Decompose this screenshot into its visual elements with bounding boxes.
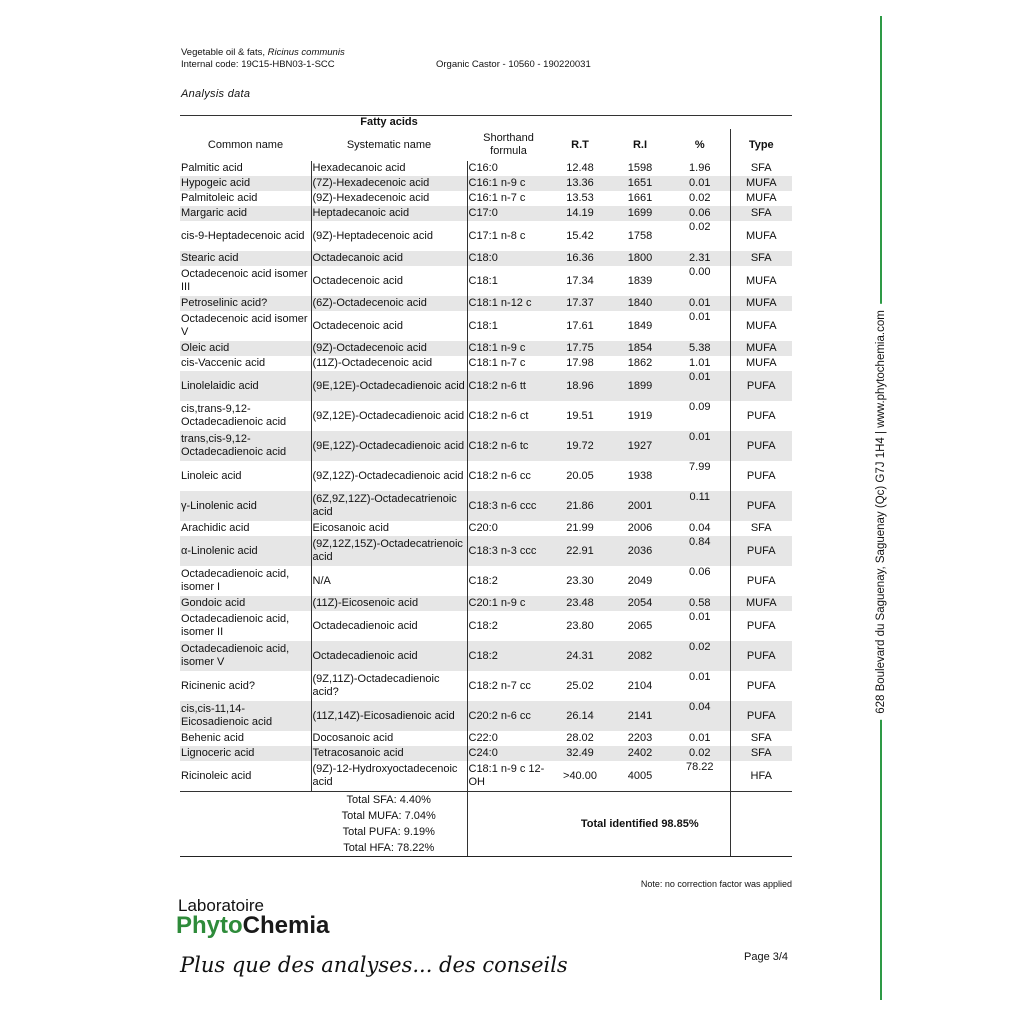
cell-systematic-name: (9Z,11Z)-Octadecadienoic acid? <box>311 671 467 701</box>
cell-pct: 7.99 <box>689 461 711 473</box>
cell-type: PUFA <box>730 611 792 641</box>
cell-shorthand: C18:2 n-6 ct <box>467 401 550 431</box>
cell-type: PUFA <box>730 536 792 566</box>
header-product-code: Organic Castor - 10560 - 190220031 <box>436 59 591 70</box>
cell-ri: 1854 <box>610 341 670 356</box>
cell-ri: 2001 <box>610 491 670 521</box>
cell-shorthand: C22:0 <box>467 731 550 746</box>
cell-rt: 21.99 <box>566 522 594 534</box>
table-row <box>180 341 792 356</box>
cell-common-name: Behenic acid <box>181 732 244 744</box>
cell-rt: 13.36 <box>550 176 610 191</box>
cell-ri: 1899 <box>610 371 670 401</box>
cell-systematic-name: (7Z)-Hexadecenoic acid <box>311 176 467 191</box>
cell-common-name: Gondoic acid <box>180 596 311 611</box>
table-row <box>180 731 792 746</box>
cell-pct: 0.01 <box>689 732 711 744</box>
cell-pct: 0.01 <box>670 431 730 461</box>
total-identified: Total identified 98.85% <box>550 792 730 857</box>
cell-common-name: Octadecadienoic acid, isomer I <box>181 568 290 593</box>
cell-common-name: Arachidic acid <box>181 522 250 534</box>
cell-shorthand: C16:1 n-9 c <box>467 176 550 191</box>
table-row <box>180 746 792 761</box>
table-row <box>180 161 792 176</box>
total-hfa: Total HFA: 78.22% <box>343 842 435 854</box>
cell-common-name: cis,trans-9,12-Octadecadienoic acid <box>181 403 287 428</box>
cell-type: PUFA <box>730 701 792 731</box>
cell-shorthand: C16:0 <box>467 161 550 176</box>
table-row <box>180 356 792 371</box>
cell-common-name: cis,cis-11,14-Eicosadienoic acid <box>180 701 311 731</box>
cell-rt: 18.96 <box>550 371 610 401</box>
cell-ri: 1862 <box>627 357 653 369</box>
cell-pct: 5.38 <box>670 341 730 356</box>
table-row <box>180 401 792 431</box>
cell-ri: 2054 <box>610 596 670 611</box>
cell-systematic-name: Octadecenoic acid <box>311 266 467 296</box>
cell-pct: 0.02 <box>670 746 730 761</box>
table-row <box>180 266 792 296</box>
cell-type: MUFA <box>730 356 792 371</box>
cell-rt: 22.91 <box>550 536 610 566</box>
cell-rt: 19.51 <box>566 409 594 422</box>
cell-pct: 1.96 <box>689 162 711 174</box>
table-row <box>180 596 792 611</box>
total-mufa: Total MUFA: 7.04% <box>341 810 436 822</box>
table-row <box>180 566 792 596</box>
cell-common-name: Palmitoleic acid <box>181 192 258 204</box>
cell-common-name: Octadecadienoic acid, isomer V <box>180 641 311 671</box>
cell-shorthand: C18:2 <box>467 641 550 671</box>
cell-shorthand: C20:1 n-9 c <box>467 596 550 611</box>
cell-rt: >40.00 <box>563 769 597 782</box>
cell-shorthand: C18:2 <box>467 566 550 596</box>
cell-pct: 0.01 <box>689 611 711 623</box>
cell-common-name: Lignoceric acid <box>180 746 311 761</box>
cell-rt: 17.98 <box>566 357 594 369</box>
cell-shorthand: C18:1 n-7 c <box>467 356 550 371</box>
table-row <box>180 251 792 266</box>
cell-systematic-name: Hexadecanoic acid <box>311 161 467 176</box>
table-row <box>180 191 792 206</box>
cell-systematic-name: Octadecenoic acid <box>311 311 467 341</box>
table-row <box>180 611 792 641</box>
table-row <box>180 536 792 566</box>
cell-pct: 0.01 <box>670 296 730 311</box>
cell-systematic-name: (11Z)-Octadecenoic acid <box>311 356 467 371</box>
cell-shorthand: C18:2 n-6 cc <box>467 461 550 491</box>
cell-rt: 24.31 <box>550 641 610 671</box>
cell-systematic-name: Docosanoic acid <box>311 731 467 746</box>
cell-rt: 16.36 <box>550 251 610 266</box>
cell-common-name: Octadecadienoic acid, isomer II <box>181 613 290 638</box>
cell-ri: 2203 <box>627 732 653 744</box>
cell-rt: 12.48 <box>566 162 594 174</box>
cell-type: PUFA <box>730 491 792 521</box>
cell-ri: 1927 <box>610 431 670 461</box>
cell-pct: 0.04 <box>689 522 711 534</box>
cell-shorthand: C17:1 n-8 c <box>467 221 550 251</box>
cell-rt: 23.80 <box>566 619 594 632</box>
cell-rt: 17.75 <box>550 341 610 356</box>
cell-pct: 0.01 <box>689 671 711 683</box>
col-pct: % <box>694 138 705 151</box>
cell-ri: 4005 <box>627 769 653 782</box>
cell-ri: 2082 <box>610 641 670 671</box>
cell-type: SFA <box>730 251 792 266</box>
cell-shorthand: C18:1 n-9 c 12-OH <box>467 761 550 792</box>
cell-systematic-name: (9Z,12Z)-Octadecadienoic acid <box>311 461 467 491</box>
cell-shorthand: C20:0 <box>467 521 550 536</box>
table-row <box>180 641 792 671</box>
cell-pct: 0.02 <box>689 192 711 204</box>
cell-type: MUFA <box>730 221 792 251</box>
cell-rt: 20.05 <box>566 469 594 482</box>
cell-shorthand: C18:2 n-7 cc <box>467 671 550 701</box>
cell-rt: 32.49 <box>550 746 610 761</box>
cell-ri: 1919 <box>627 409 653 422</box>
logo-phytochemia: PhytoChemia <box>176 912 330 939</box>
cell-common-name: cis-9-Heptadecenoic acid <box>181 229 305 242</box>
cell-common-name: Oleic acid <box>180 341 311 356</box>
cell-pct: 0.58 <box>670 596 730 611</box>
cell-shorthand: C20:2 n-6 cc <box>467 701 550 731</box>
cell-common-name: Margaric acid <box>180 206 311 221</box>
col-shorthand: Shorthand formula <box>483 132 534 157</box>
cell-ri: 1849 <box>627 319 653 332</box>
cell-pct: 0.11 <box>670 491 730 521</box>
cell-type: MUFA <box>730 191 792 206</box>
cell-ri: 2065 <box>627 619 653 632</box>
table-row <box>180 671 792 701</box>
cell-rt: 23.48 <box>550 596 610 611</box>
table-row <box>180 701 792 731</box>
cell-ri: 2141 <box>610 701 670 731</box>
table-row <box>180 461 792 491</box>
cell-systematic-name: Heptadecanoic acid <box>311 206 467 221</box>
table-row <box>180 491 792 521</box>
table-row <box>180 521 792 536</box>
table-row <box>180 221 792 251</box>
cell-systematic-name: Octadecanoic acid <box>311 251 467 266</box>
cell-ri: 1598 <box>627 162 653 174</box>
cell-rt: 14.19 <box>550 206 610 221</box>
cell-common-name: trans,cis-9,12-Octadecadienoic acid <box>180 431 311 461</box>
cell-pct: 0.84 <box>670 536 730 566</box>
group-header: Fatty acids <box>311 116 467 130</box>
cell-shorthand: C24:0 <box>467 746 550 761</box>
cell-systematic-name: Eicosanoic acid <box>311 521 467 536</box>
cell-pct: 0.01 <box>670 176 730 191</box>
cell-type: PUFA <box>730 641 792 671</box>
cell-systematic-name: (9Z,12Z,15Z)-Octadecatrienoic acid <box>311 536 467 566</box>
cell-ri: 1758 <box>627 229 653 242</box>
cell-ri: 1800 <box>610 251 670 266</box>
cell-pct: 0.02 <box>689 221 711 233</box>
cell-type: SFA <box>730 206 792 221</box>
cell-type: PUFA <box>730 461 792 491</box>
cell-rt: 17.61 <box>566 319 594 332</box>
cell-type: MUFA <box>730 341 792 356</box>
cell-systematic-name: (6Z)-Octadecenoic acid <box>311 296 467 311</box>
cell-type: MUFA <box>730 311 792 341</box>
table-row <box>180 431 792 461</box>
cell-pct: 2.31 <box>670 251 730 266</box>
cell-common-name: Stearic acid <box>180 251 311 266</box>
cell-systematic-name: (9Z)-12-Hydroxyoctadecenoic acid <box>311 761 467 792</box>
cell-common-name: Ricinenic acid? <box>181 679 255 692</box>
cell-ri: 1661 <box>627 192 653 204</box>
cell-systematic-name: (9Z)-Octadecenoic acid <box>311 341 467 356</box>
cell-ri: 1651 <box>610 176 670 191</box>
page-number: Page 3/4 <box>744 951 789 963</box>
col-common-name: Common name <box>207 138 284 151</box>
table-row <box>180 176 792 191</box>
cell-rt: 28.02 <box>566 732 594 744</box>
address-contact: 628 Boulevard du Saguenay, Saguenay (Qc) G7J 1H4 | www.phytochemia.com <box>875 304 887 720</box>
cell-shorthand: C18:2 <box>467 611 550 641</box>
cell-rt: 23.30 <box>566 574 594 587</box>
cell-type: SFA <box>730 731 792 746</box>
cell-systematic-name: (9E,12E)-Octadecadienoic acid <box>311 371 467 401</box>
cell-pct: 0.06 <box>670 206 730 221</box>
cell-pct: 78.22 <box>685 761 714 773</box>
cell-type: PUFA <box>730 566 792 596</box>
cell-rt: 21.86 <box>550 491 610 521</box>
col-type: Type <box>730 129 792 161</box>
table-row <box>180 761 792 792</box>
logo-laboratoire: Laboratoire <box>178 896 265 915</box>
cell-shorthand: C18:1 <box>467 266 550 296</box>
cell-ri: 2006 <box>627 522 653 534</box>
cell-rt: 15.42 <box>566 229 594 242</box>
cell-systematic-name: Octadecadienoic acid <box>311 611 467 641</box>
cell-common-name: α-Linolenic acid <box>180 536 311 566</box>
header-internal-code: Internal code: 19C15-HBN03-1-SCC <box>181 59 335 70</box>
tagline: Plus que des analyses... des conseils <box>180 953 568 977</box>
cell-common-name: γ-Linolenic acid <box>180 491 311 521</box>
cell-common-name: Linolelaidic acid <box>180 371 311 401</box>
fatty-acids-table <box>180 115 792 857</box>
cell-type: SFA <box>730 746 792 761</box>
cell-systematic-name: (9E,12Z)-Octadecadienoic acid <box>311 431 467 461</box>
header-product-line: Vegetable oil & fats, Ricinus communis <box>181 47 345 58</box>
cell-ri: 1699 <box>610 206 670 221</box>
side-text-container <box>869 0 893 1024</box>
cell-pct: 0.00 <box>689 266 711 278</box>
table-row <box>180 371 792 401</box>
cell-common-name: Palmitic acid <box>181 162 243 174</box>
cell-type: PUFA <box>730 401 792 431</box>
cell-type: PUFA <box>730 371 792 401</box>
cell-pct: 1.01 <box>689 357 711 369</box>
cell-pct: 0.09 <box>689 401 711 413</box>
table-row <box>180 206 792 221</box>
cell-type: PUFA <box>730 431 792 461</box>
cell-shorthand: C18:0 <box>467 251 550 266</box>
cell-type: SFA <box>730 161 792 176</box>
table-row <box>180 311 792 341</box>
cell-type: SFA <box>730 521 792 536</box>
cell-type: MUFA <box>730 596 792 611</box>
cell-systematic-name: (11Z,14Z)-Eicosadienoic acid <box>311 701 467 731</box>
cell-shorthand: C18:1 n-9 c <box>467 341 550 356</box>
cell-ri: 1840 <box>610 296 670 311</box>
cell-shorthand: C18:3 n-6 ccc <box>467 491 550 521</box>
cell-systematic-name: (11Z)-Eicosenoic acid <box>311 596 467 611</box>
cell-ri: 1839 <box>627 274 653 287</box>
cell-ri: 2049 <box>627 574 653 587</box>
col-ri: R.I <box>632 138 648 151</box>
total-sfa: Total SFA: 4.40% <box>346 794 431 806</box>
cell-rt: 17.37 <box>550 296 610 311</box>
cell-common-name: Ricinoleic acid <box>181 769 252 782</box>
cell-systematic-name: (9Z)-Heptadecenoic acid <box>311 221 467 251</box>
cell-shorthand: C16:1 n-7 c <box>467 191 550 206</box>
cell-common-name: cis-Vaccenic acid <box>181 357 266 369</box>
cell-systematic-name: Tetracosanoic acid <box>311 746 467 761</box>
cell-type: HFA <box>730 761 792 792</box>
cell-pct: 0.01 <box>689 311 711 323</box>
cell-ri: 2402 <box>610 746 670 761</box>
cell-shorthand: C17:0 <box>467 206 550 221</box>
cell-common-name: Hypogeic acid <box>180 176 311 191</box>
cell-rt: 17.34 <box>566 274 594 287</box>
cell-pct: 0.04 <box>670 701 730 731</box>
cell-type: MUFA <box>730 266 792 296</box>
correction-note: Note: no correction factor was applied <box>640 879 792 889</box>
cell-systematic-name: (6Z,9Z,12Z)-Octadecatrienoic acid <box>311 491 467 521</box>
cell-common-name: Petroselinic acid? <box>180 296 311 311</box>
cell-type: MUFA <box>730 296 792 311</box>
cell-common-name: Octadecenoic acid isomer V <box>181 313 308 338</box>
cell-shorthand: C18:1 n-12 c <box>467 296 550 311</box>
cell-common-name: Octadecenoic acid isomer III <box>181 268 308 293</box>
table-row <box>180 296 792 311</box>
cell-systematic-name: N/A <box>311 566 467 596</box>
cell-pct: 0.01 <box>670 371 730 401</box>
totals-list <box>311 792 467 857</box>
cell-pct: 0.02 <box>670 641 730 671</box>
cell-rt: 19.72 <box>550 431 610 461</box>
cell-rt: 13.53 <box>566 192 594 204</box>
cell-shorthand: C18:3 n-3 ccc <box>467 536 550 566</box>
cell-shorthand: C18:2 n-6 tc <box>467 431 550 461</box>
section-title: Analysis data <box>181 88 251 100</box>
cell-systematic-name: (9Z,12E)-Octadecadienoic acid <box>311 401 467 431</box>
cell-systematic-name: (9Z)-Hexadecenoic acid <box>311 191 467 206</box>
cell-type: PUFA <box>730 671 792 701</box>
cell-common-name: Linoleic acid <box>181 469 242 482</box>
col-systematic-name: Systematic name <box>346 138 432 151</box>
cell-pct: 0.06 <box>689 566 711 578</box>
cell-rt: 26.14 <box>550 701 610 731</box>
total-pufa: Total PUFA: 9.19% <box>342 826 435 838</box>
cell-rt: 25.02 <box>566 679 594 692</box>
cell-type: MUFA <box>730 176 792 191</box>
col-rt: R.T <box>571 138 589 151</box>
cell-shorthand: C18:1 <box>467 311 550 341</box>
cell-ri: 2104 <box>627 679 653 692</box>
cell-ri: 2036 <box>610 536 670 566</box>
cell-shorthand: C18:2 n-6 tt <box>467 371 550 401</box>
cell-ri: 1938 <box>627 469 653 482</box>
cell-systematic-name: Octadecadienoic acid <box>311 641 467 671</box>
